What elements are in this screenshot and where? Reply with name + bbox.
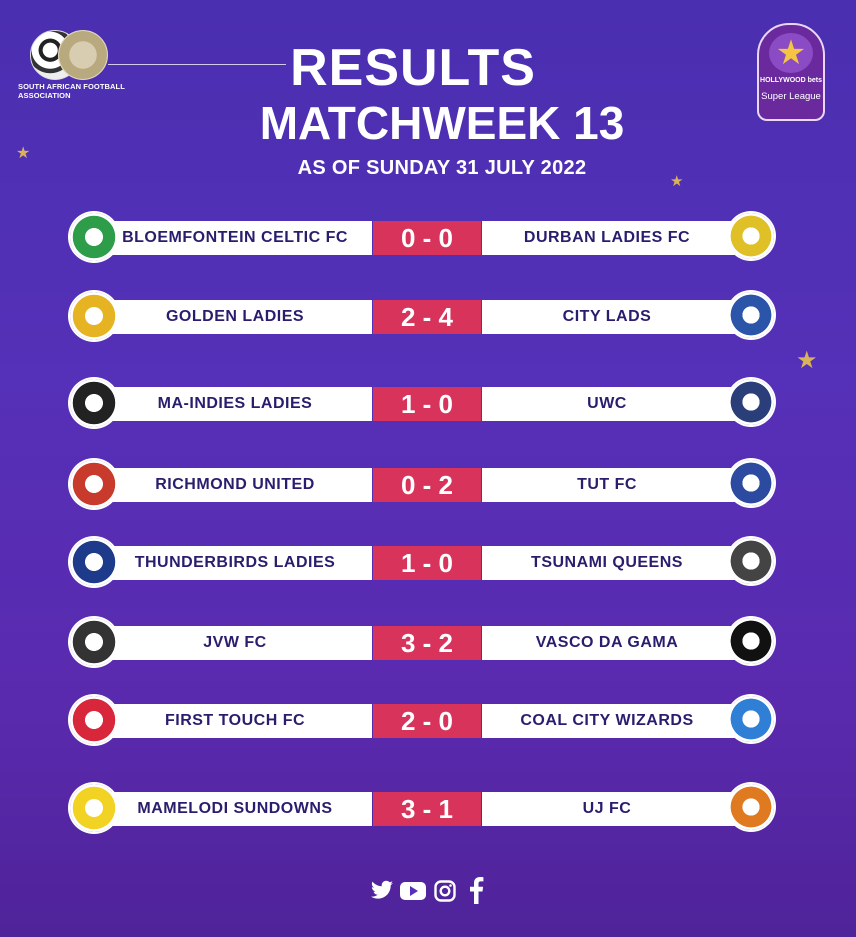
star-icon: ★ xyxy=(670,173,684,190)
home-team: MA-INDIES LADIES xyxy=(157,395,313,412)
home-team: RICHMOND UNITED xyxy=(155,476,315,493)
match-score: 3 - 2 xyxy=(373,626,481,660)
federation-name: SOUTH AFRICAN FOOTBALL ASSOCIATION xyxy=(18,82,125,100)
home-team: GOLDEN LADIES xyxy=(165,308,305,325)
home-team: MAMELODI SUNDOWNS xyxy=(137,800,333,817)
away-team: CITY LADS xyxy=(562,308,652,325)
home-club-crest-icon xyxy=(70,379,118,427)
match-row xyxy=(0,300,856,334)
away-club-crest-icon xyxy=(728,538,774,584)
match-score: 3 - 1 xyxy=(373,792,481,826)
league-badge-name: Super League xyxy=(761,91,821,102)
match-score: 1 - 0 xyxy=(373,546,481,580)
facebook-icon[interactable] xyxy=(468,876,484,909)
away-club-crest-icon xyxy=(728,213,774,259)
match-row xyxy=(0,387,856,421)
match-row xyxy=(0,792,856,826)
league-badge-sponsor: HOLLYWOOD bets xyxy=(760,77,822,84)
youtube-icon[interactable] xyxy=(400,882,426,905)
match-score: 0 - 2 xyxy=(373,468,481,502)
match-score: 2 - 4 xyxy=(373,300,481,334)
league-badge xyxy=(757,23,825,121)
match-row xyxy=(0,546,856,580)
star-icon: ★ xyxy=(796,347,818,374)
twitter-icon[interactable] xyxy=(370,880,394,907)
match-row xyxy=(0,626,856,660)
social-links xyxy=(368,878,498,908)
match-row xyxy=(0,704,856,738)
home-club-crest-icon xyxy=(70,784,118,832)
away-team: UJ FC xyxy=(582,800,632,817)
home-club-crest-icon xyxy=(70,618,118,666)
match-row xyxy=(0,221,856,255)
away-team: TSUNAMI QUEENS xyxy=(531,554,683,571)
star-icon: ★ xyxy=(16,145,31,162)
away-club-crest-icon xyxy=(728,784,774,830)
away-team: TUT FC xyxy=(577,476,637,493)
page-title: RESULTS xyxy=(290,39,536,97)
away-team: COAL CITY WIZARDS xyxy=(520,712,694,729)
away-club-crest-icon xyxy=(728,460,774,506)
away-club-crest-icon xyxy=(728,379,774,425)
home-club-crest-icon xyxy=(70,292,118,340)
away-club-crest-icon xyxy=(728,618,774,664)
home-club-crest-icon xyxy=(70,538,118,586)
star-icon: ★ xyxy=(769,33,813,73)
home-club-crest-icon xyxy=(70,460,118,508)
away-team: UWC xyxy=(587,395,627,412)
away-club-crest-icon xyxy=(728,696,774,742)
match-score: 2 - 0 xyxy=(373,704,481,738)
match-score: 0 - 0 xyxy=(373,221,481,255)
match-score: 1 - 0 xyxy=(373,387,481,421)
home-team: THUNDERBIRDS LADIES xyxy=(134,554,336,571)
home-club-crest-icon xyxy=(70,696,118,744)
home-club-crest-icon xyxy=(70,213,118,261)
home-team: FIRST TOUCH FC xyxy=(164,712,306,729)
home-team: JVW FC xyxy=(203,634,267,651)
page-subtitle: MATCHWEEK 13 xyxy=(259,97,625,149)
home-team: BLOEMFONTEIN CELTIC FC xyxy=(122,229,348,246)
match-row xyxy=(0,468,856,502)
date-line: AS OF SUNDAY 31 JULY 2022 xyxy=(297,157,587,179)
away-team: DURBAN LADIES FC xyxy=(523,229,691,246)
away-club-crest-icon xyxy=(728,292,774,338)
away-team: VASCO DA GAMA xyxy=(535,634,679,651)
instagram-icon[interactable] xyxy=(434,880,456,907)
